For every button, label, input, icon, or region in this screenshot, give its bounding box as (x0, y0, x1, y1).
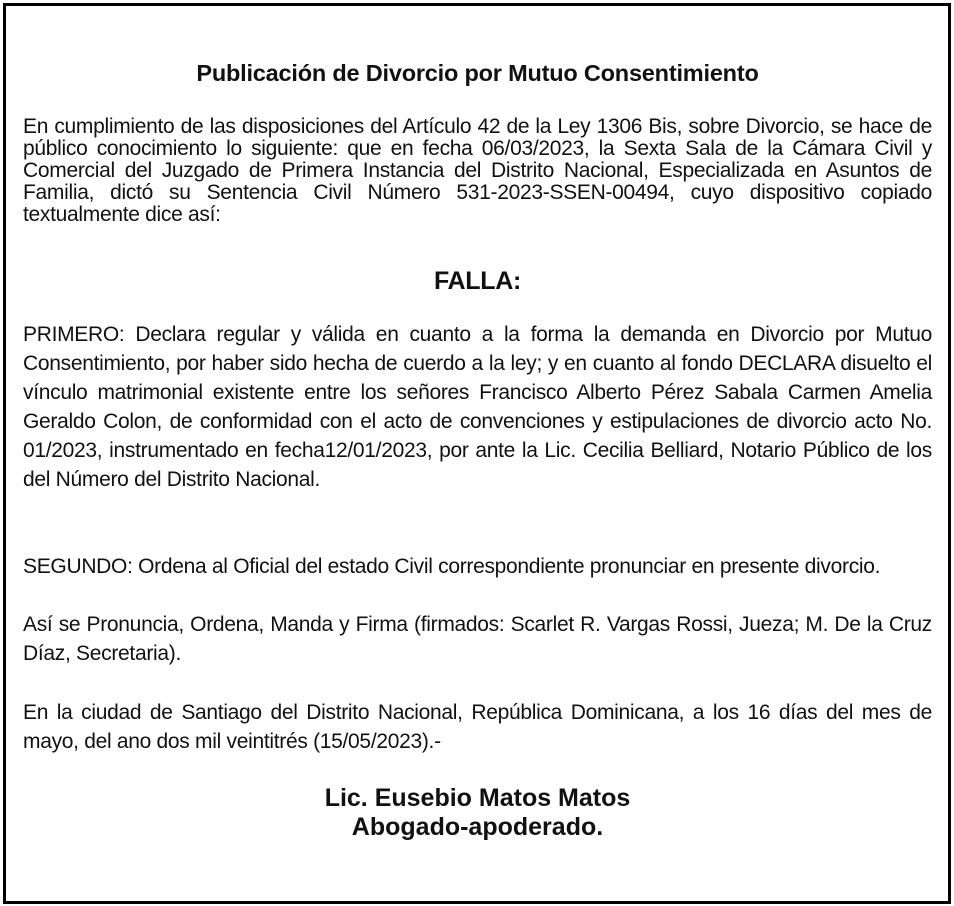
falla-heading: FALLA: (433, 267, 522, 295)
notice-title: Publicación de Divorcio por Mutuo Consentimiento (196, 60, 759, 86)
place-date-paragraph: En la ciudad de Santiago del Distrito Nacional, República Dominicana, a los 16 días del mes de mayo, del ano dos mil veintitrés (15/05/2023).- (23, 701, 932, 753)
firma-paragraph: Así se Pronuncia, Ordena, Manda y Firma (firmados: Scarlet R. Vargas Rossi, Jueza; M. De la Cruz Díaz, Secretaria). (23, 613, 932, 665)
signer-role: Abogado-apoderado. (351, 813, 604, 841)
intro-paragraph: En cumplimiento de las disposiciones del Artículo 42 de la Ley 1306 Bis, sobre Divorcio, se hace de público conocimiento lo siguiente: que en fecha 06/03/2023, la Sexta Sala de la Cámara Civil y Comercial del Juzgado de Primera Instancia del Distrito Nacional, Especializada en Asuntos de Familia, dictó su Sentencia Civil Número 531-2023-SSEN-00494, cuyo dispositivo copiado textualmente dice así: (23, 115, 932, 226)
notice-border (3, 3, 951, 904)
signer-name: Lic. Eusebio Matos Matos (324, 784, 631, 812)
segundo-paragraph: SEGUNDO: Ordena al Oficial del estado Civil correspondiente pronunciar en presente divorcio. (23, 555, 881, 578)
primero-paragraph: PRIMERO: Declara regular y válida en cuanto a la forma la demanda en Divorcio por Mutuo Consentimiento, por haber sido hecha de cuerdo a la ley; y en cuanto al fondo DECLARA disuelto el vínculo matrimonial existente entre los señores Francisco Alberto Pérez Sabala Carmen Amelia Geraldo Colon, de conformidad con el acto de convenciones y estipulaciones de divorcio acto No. 01/2023, instrumentado en fecha12/01/2023, por ante la Lic. Cecilia Belliard, Notario Público de los del Número del Distrito Nacional. (23, 323, 932, 491)
